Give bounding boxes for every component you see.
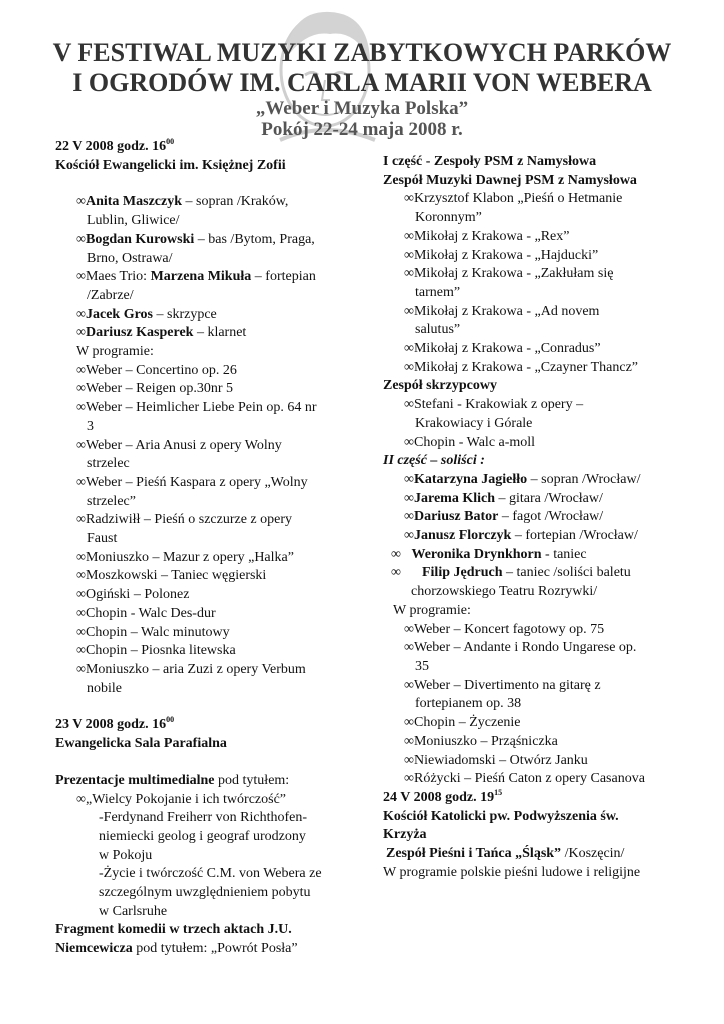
program-item: ∞Weber – Heimlicher Liebe Pein op. 64 nr 3: [76, 400, 317, 434]
part2-program: [383, 621, 673, 789]
violin-program: [383, 396, 673, 452]
soloist-item: ∞Dariusz Bator – fagot /Wrocław/: [404, 509, 604, 525]
program-item: ∞Chopin - Walc Des-dur: [76, 605, 216, 621]
festival-title-line1: V FESTIWAL MUZYKI ZABYTKOWYCH PARKÓW: [52, 38, 672, 67]
program-item: ∞Mikołaj z Krakowa - „Rex”: [404, 228, 570, 244]
day1-performers: [55, 193, 355, 343]
ensemble-early-music: Zespół Muzyki Dawnej PSM z Namysłowa: [383, 172, 637, 188]
day2-venue: Ewangelicka Sala Parafialna: [55, 736, 227, 752]
right-column: [383, 153, 673, 882]
program-item: ∞Niewiadomski – Otwórz Janku: [404, 752, 588, 768]
program-item: ∞Mikołaj z Krakowa - „Conradus”: [404, 341, 601, 357]
part2-heading: II część – soliści :: [383, 453, 485, 469]
festival-subtitle: „Weber i Muzyka Polska”: [255, 98, 469, 119]
program-item: ∞Moszkowski – Taniec węgierski: [76, 568, 267, 584]
day3-venue-line1: Kościół Katolicki pw. Podwyższenia św.: [383, 808, 619, 824]
part1-heading: I część - Zespoły PSM z Namysłowa: [383, 154, 597, 169]
program-item: ∞Weber – Pieśń Kaspara z opery „Wolny strzelec”: [76, 474, 308, 509]
part2-program-label: W programie:: [393, 602, 471, 618]
program-item: ∞Mikołaj z Krakowa - „Zakłułam się tarnem”: [404, 266, 614, 300]
soloist-item: ∞Jarema Klich – gitara /Wrocław/: [404, 490, 603, 506]
program-item: ∞Różycki – Pieśń Caton z opery Casanova: [404, 771, 645, 787]
program-item: ∞Stefani - Krakowiak z opery – Krakowiacy i Górale: [404, 397, 584, 431]
soloist-item: ∞Janusz Florczyk – fortepian /Wrocław/: [404, 528, 638, 544]
program-item: ∞Mikołaj z Krakowa - „Ad novem salutus”: [404, 303, 600, 338]
program-item: ∞Weber – Aria Anusi z opery Wolny strzelec: [76, 437, 282, 472]
soloists: [383, 471, 673, 602]
performer-item: ∞Jacek Gros – skrzypce: [76, 306, 217, 322]
program-item: ∞Mikołaj z Krakowa - „Hajducki”: [404, 247, 599, 263]
program-item: ∞Mikołaj z Krakowa - „Czayner Thancz”: [404, 359, 639, 375]
day1-program-label: W programie:: [76, 344, 154, 360]
left-column: [55, 138, 355, 959]
day3-program-note: W programie polskie pieśni ludowe i religijne: [383, 864, 641, 880]
day3-venue-line2: Krzyża: [383, 827, 427, 843]
dancer-item: ∞ Weronika Drynkhorn - taniec: [391, 546, 587, 562]
performer-item: ∞Dariusz Kasperek – klarnet: [76, 325, 247, 341]
festival-header: [0, 38, 724, 140]
day1-program: [55, 362, 355, 699]
day2-date: 23 V 2008 godz. $16^{00}$: [55, 715, 175, 733]
festival-title-line2: I OGRODÓW IM. CARLA MARII VON WEBERA: [72, 68, 652, 97]
program-item: ∞Chopin – Walc minutowy: [76, 624, 230, 640]
program-item: ∞Chopin – Piosnka litewska: [76, 643, 236, 659]
program-item: ∞Krzysztof Klabon „Pieśń o Hetmanie Koronnym”: [404, 191, 623, 226]
dancer-item: ∞ Filip Jędruch – taniec /soliści baletu chorzowskiego Teatru Rozrywki/: [391, 565, 631, 600]
performer-item: ∞Bogdan Kurowski – bas /Bytom, Praga, Brno, Ostrawa/: [76, 231, 315, 266]
program-item: ∞Chopin - Walc a-moll: [404, 434, 536, 450]
early-music-program: [383, 190, 673, 377]
program-item: ∞Weber – Concertino op. 26: [76, 362, 237, 378]
day3-ensemble: Zespół Pieśni i Tańca „Śląsk” /Koszęcin/: [386, 846, 625, 862]
comedy-line1: Fragment komedii w trzech aktach J.U.: [55, 922, 292, 938]
program-item: ∞Radziwiłł – Pieśń o szczurze z opery Faust: [76, 512, 293, 547]
soloist-item: ∞Katarzyna Jagiełło – sopran /Wrocław/: [404, 471, 641, 487]
program-item: ∞Moniuszko – Prząśniczka: [404, 733, 558, 749]
presentation-topics: -Ferdynand Freiherr von Richthofen- niemiecki geolog i geograf urodzony w Pokoju -Życie i twórczość C.M. von Webera ze szczególnym uwzględnieniem pobytu w Carlsruhe: [99, 810, 322, 919]
day1-venue: Kościół Ewangelicki im. Księżnej Zofii: [55, 157, 286, 173]
day1-date: 22 V 2008 godz. $16^{00}$: [55, 137, 175, 154]
performer-item: ∞Maes Trio: Marzena Mikuła – fortepian /Zabrze/: [76, 269, 316, 303]
program-item: ∞Moniuszko – aria Zuzi z opery Verbum nobile: [76, 661, 306, 696]
festival-place-date: Pokój 22-24 maja 2008 r.: [261, 119, 463, 140]
comedy-line2: Niemcewicza pod tytułem: „Powrót Posła”: [55, 941, 298, 957]
program-item: ∞Weber – Andante i Rondo Ungarese op. 35: [404, 640, 637, 674]
presentation-title: ∞„Wielcy Pokojanie i ich twórczość”: [76, 791, 287, 807]
day2-presentations: Prezentacje multimedialne pod tytułem:: [55, 772, 290, 788]
program-item: ∞Weber – Koncert fagotowy op. 75: [404, 621, 605, 637]
program-item: ∞Weber – Reigen op.30nr 5: [76, 381, 233, 397]
ensemble-violin: Zespół skrzypcowy: [383, 378, 497, 394]
program-item: ∞Chopin – Życzenie: [404, 715, 521, 731]
performer-item: ∞Anita Maszczyk – sopran /Kraków, Lublin, Gliwice/: [76, 194, 289, 229]
day3-date: 24 V 2008 godz. $19^{15}$: [383, 787, 503, 805]
program-item: ∞Moniuszko – Mazur z opery „Halka”: [76, 549, 294, 565]
program-item: ∞Ogiński – Polonez: [76, 587, 190, 603]
program-item: ∞Weber – Divertimento na gitarę z fortepianem op. 38: [404, 677, 601, 712]
